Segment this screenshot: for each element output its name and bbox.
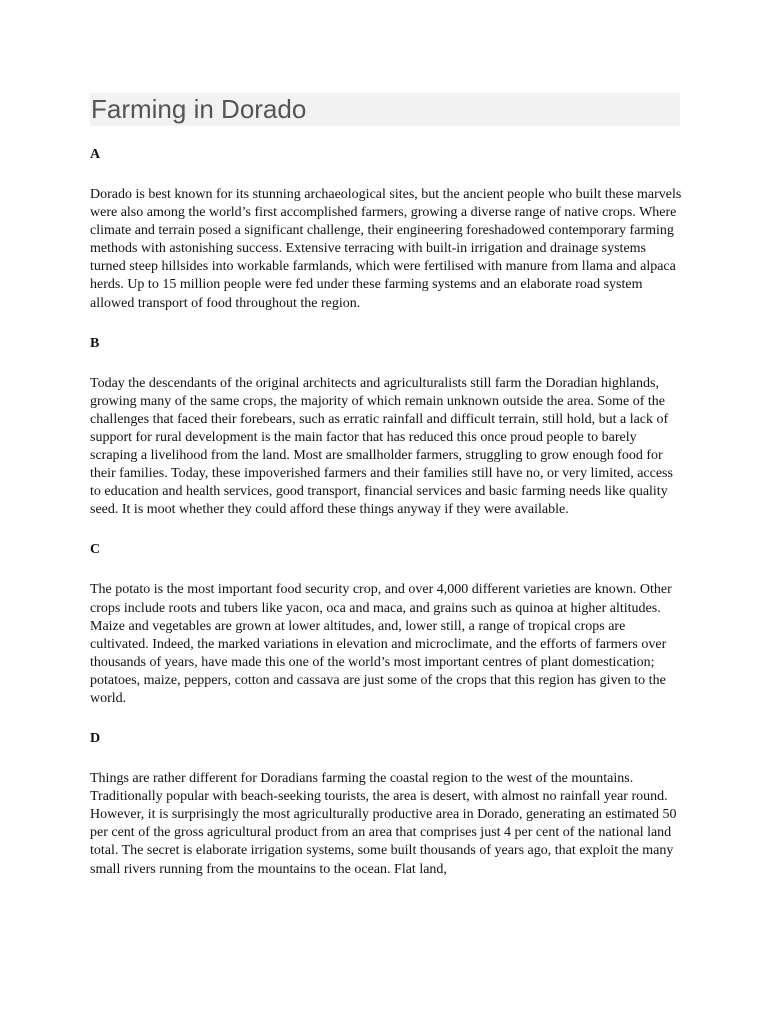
section-letter: B xyxy=(90,335,100,351)
title-bar xyxy=(90,93,680,126)
section-paragraph: The potato is the most important food security crop, and over 4,000 different varieties are known. Other crops include roots and tubers like yacon, oca and maca, and grains such as quinoa at higher altitudes. Maize and vegetables are grown at lower altitudes, and, lower still, a range of tropical crops are cultivated. Indeed, the marked variations in elevation and microclimate, and the efforts of farmers over thousands of years, have made this one of the world’s most important centres of plant domestication; potatoes, maize, peppers, cotton and cassava are just some of the crops that this region has given to the world. xyxy=(90,582,672,706)
section-c xyxy=(90,541,682,708)
section-d xyxy=(90,730,682,879)
document-page xyxy=(90,93,682,879)
section-paragraph: Dorado is best known for its stunning archaeological sites, but the ancient people who built these marvels were also among the world’s first accomplished farmers, growing a diverse range of native crops. Where climate and terrain posed a significant challenge, their engineering foreshadowed contemporary farming methods with astonishing success. Extensive terracing with built-in irrigation and drainage systems turned steep hillsides into workable farmlands, which were fertilised with manure from llama and alpaca herds. Up to 15 million people were fed under these farming systems and an elaborate road system allowed transport of food throughout the region. xyxy=(90,187,682,311)
section-letter: C xyxy=(90,542,101,558)
section-b xyxy=(90,335,682,520)
section-a xyxy=(90,146,682,313)
section-paragraph: Things are rather different for Doradians farming the coastal region to the west of the mountains. Traditionally popular with beach-seeking tourists, the area is desert, with almost no rainfall year round. However, it is surprisingly the most agriculturally productive area in Dorado, generating an estimated 50 per cent of the gross agricultural product from an area that comprises just 4 per cent of the national land total. The secret is elaborate irrigation systems, some built thousands of years ago, that exploit the many small rivers running from the mountains to the ocean. Flat land, xyxy=(90,771,677,877)
section-letter: D xyxy=(90,731,101,747)
page-title: Farming in Dorado xyxy=(91,94,307,124)
section-letter: A xyxy=(90,147,101,162)
section-paragraph: Today the descendants of the original architects and agriculturalists still farm the Doradian highlands, growing many of the same crops, the majority of which remain unknown outside the area. Some of the challenges that faced their forebears, such as erratic rainfall and difficult terrain, still hold, but a lack of support for rural development is the main factor that has reduced this once proud people to barely scraping a livelihood from the land. Most are smallholder farmers, struggling to grow enough food for their families. Today, these impoverished farmers and their families still have no, or very limited, access to education and health services, good transport, financial services and basic farming needs like quality seed. It is moot whether they could afford these things anyway if they were available. xyxy=(90,375,673,518)
